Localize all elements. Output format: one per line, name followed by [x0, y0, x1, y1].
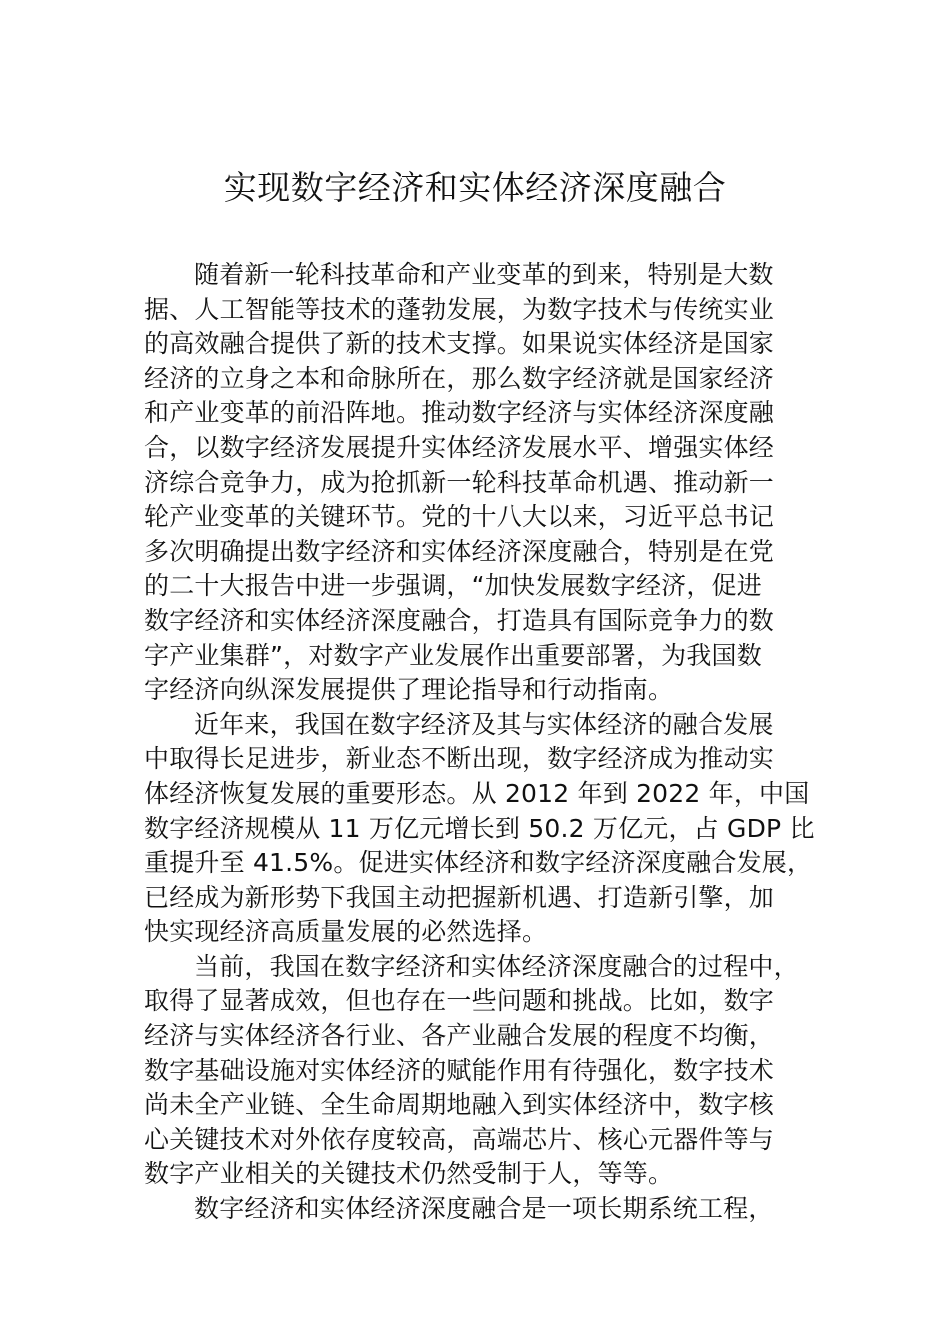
- paragraph-line: 快实现经济高质量发展的必然选择。: [144, 917, 548, 947]
- paragraph-line: 心关键技术对外依存度较高，高端芯片、核心元器件等与: [144, 1124, 775, 1154]
- paragraph-line: 取得了显著成效，但也存在一些问题和挑战。比如，数字: [144, 986, 775, 1016]
- paragraph-line: 据、人工智能等技术的蓬勃发展，为数字技术与传统实业: [144, 294, 775, 324]
- paragraph-line: 数字基础设施对实体经济的赋能作用有待强化，数字技术: [144, 1055, 775, 1085]
- paragraph-line: 当前，我国在数字经济和实体经济深度融合的过程中，: [194, 951, 799, 981]
- paragraph-line: 字经济向纵深发展提供了理论指导和行动指南。: [144, 675, 674, 705]
- paragraph-line: 重提升至 41.5%。促进实体经济和数字经济深度融合发展，: [144, 848, 813, 878]
- paragraph-line: 合，以数字经济发展提升实体经济发展水平、增强实体经: [144, 432, 775, 462]
- paragraph-line: 已经成为新形势下我国主动把握新机遇、打造新引擎，加: [144, 882, 775, 912]
- paragraph-line: 轮产业变革的关键环节。党的十八大以来，习近平总书记: [144, 502, 775, 532]
- paragraph-line: 数字经济规模从 11 万亿元增长到 50.2 万亿元，占 GDP 比: [144, 813, 815, 843]
- paragraph-line: 经济与实体经济各行业、各产业融合发展的程度不均衡，: [144, 1021, 775, 1051]
- paragraph-line: 的二十大报告中进一步强调，“加快发展数字经济，促进: [144, 571, 762, 601]
- paragraph-line: 和产业变革的前沿阵地。推动数字经济与实体经济深度融: [144, 398, 775, 428]
- paragraph-line: 中取得长足进步，新业态不断出现，数字经济成为推动实: [144, 744, 775, 774]
- paragraph-line: 多次明确提出数字经济和实体经济深度融合，特别是在党: [144, 536, 775, 566]
- paragraph-line: 近年来，我国在数字经济及其与实体经济的融合发展: [194, 709, 774, 739]
- paragraph-line: 经济的立身之本和命脉所在，那么数字经济就是国家经济: [144, 363, 775, 393]
- paragraph-line: 的高效融合提供了新的技术支撑。如果说实体经济是国家: [144, 329, 775, 359]
- paragraph-line: 数字产业相关的关键技术仍然受制于人，等等。: [144, 1159, 674, 1189]
- paragraph-line: 体经济恢复发展的重要形态。从 2012 年到 2022 年，中国: [144, 778, 810, 808]
- paragraph-line: 数字经济和实体经济深度融合是一项长期系统工程，: [194, 1194, 774, 1224]
- paragraph-line: 尚未全产业链、全生命周期地融入到实体经济中，数字核: [144, 1090, 775, 1120]
- document-title: 实现数字经济和实体经济深度融合: [223, 168, 727, 207]
- paragraph-line: 数字经济和实体经济深度融合，打造具有国际竞争力的数: [144, 605, 775, 635]
- paragraph-line: 济综合竞争力，成为抢抓新一轮科技革命机遇、推动新一: [144, 467, 775, 497]
- paragraph-line: 字产业集群”，对数字产业发展作出重要部署，为我国数: [144, 640, 762, 670]
- document-body: [144, 258, 816, 1227]
- paragraph-line: 随着新一轮科技革命和产业变革的到来，特别是大数: [194, 260, 774, 289]
